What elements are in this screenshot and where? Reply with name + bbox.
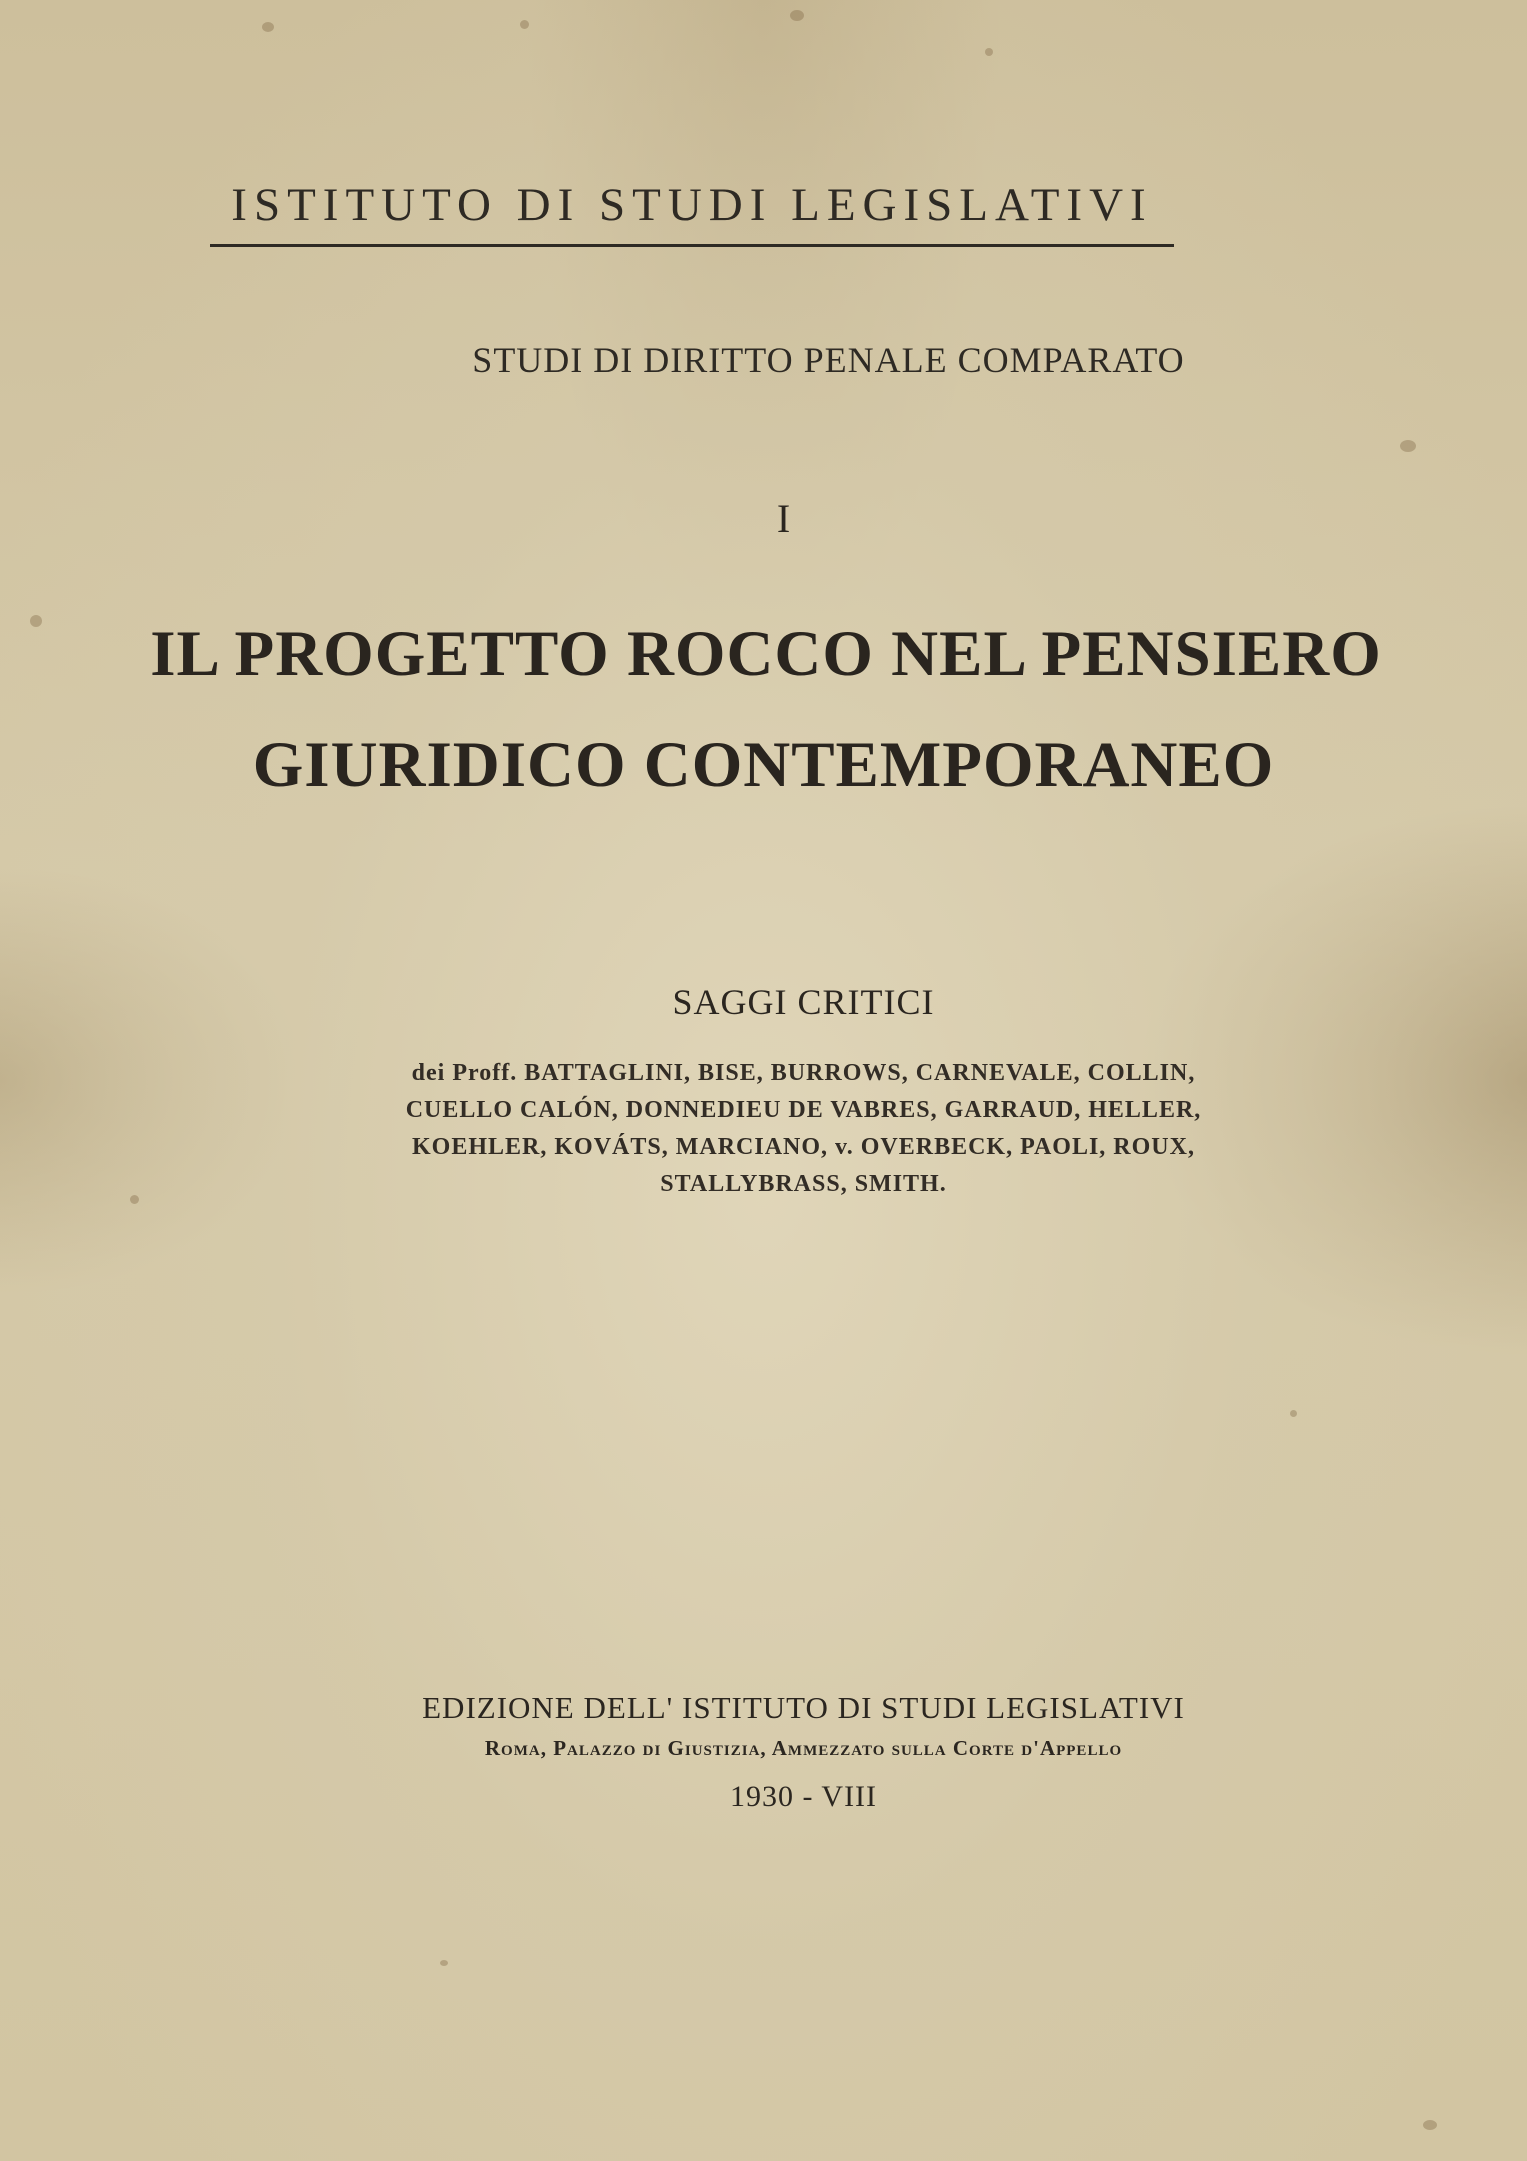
paper-stain [985,48,993,56]
authors-line: KOEHLER, KOVÁTS, MARCIANO, v. OVERBECK, PAOLI, ROUX, [412,1134,1195,1160]
publisher: EDIZIONE DELL' ISTITUTO DI STUDI LEGISLATIVI [422,1690,1185,1725]
main-title-line-2: GIURIDICO CONTEMPORANEO [252,729,1275,801]
subtitle: SAGGI CRITICI [672,982,935,1022]
authors-line: STALLYBRASS, SMITH. [660,1171,947,1197]
paper-stain [1290,1410,1297,1417]
publisher-address: Roma, Palazzo di Giustizia, Ammezzato sulla Corte d'Appello [484,1736,1123,1760]
paper-stain [262,22,274,32]
authors-line: dei Proff. BATTAGLINI, BISE, BURROWS, CARNEVALE, COLLIN, [411,1060,1196,1086]
volume-number: I [776,496,791,541]
heading-rule [210,244,1174,247]
authors-line: CUELLO CALÓN, DONNEDIEU DE VABRES, GARRAUD, HELLER, [405,1097,1202,1123]
paper-stain [1423,2120,1437,2130]
publication-year: 1930 - VIII [729,1780,878,1813]
paper-stain [440,1960,448,1966]
paper-stain [520,20,529,29]
paper-stain [790,10,804,21]
main-title-line-1: IL PROGETTO ROCCO NEL PENSIERO [150,618,1382,690]
series-title: STUDI DI DIRITTO PENALE COMPARATO [472,340,1185,380]
institute-heading: ISTITUTO DI STUDI LEGISLATIVI [231,179,1153,231]
paper-stain [1400,440,1416,452]
